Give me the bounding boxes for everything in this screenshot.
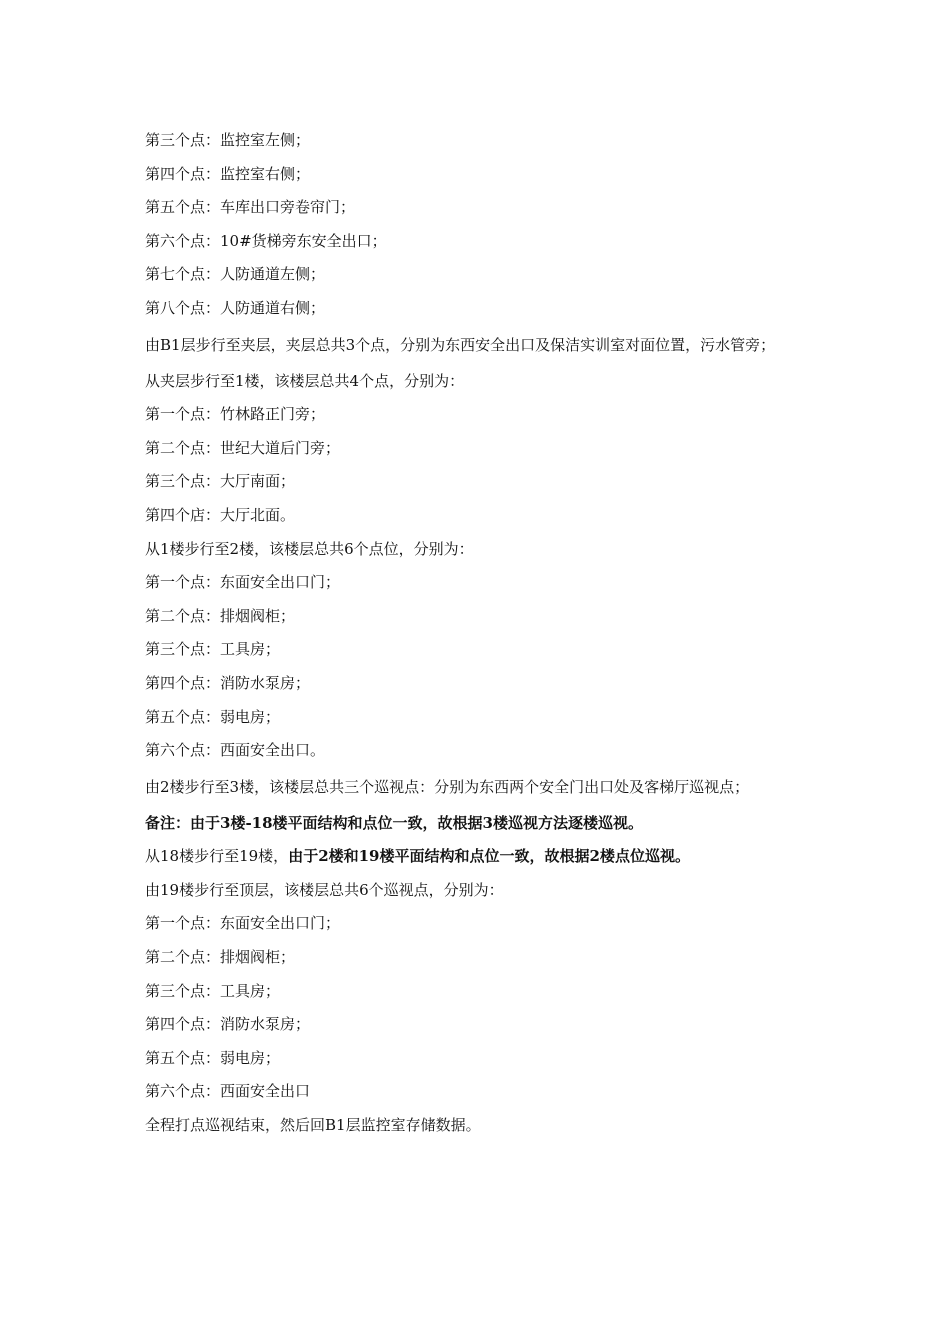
text-line: 第三个点：大厅南面； [145,472,296,491]
text-line: 从1楼步行至2楼，该楼层总共6个点位，分别为： [145,539,474,558]
text-line: 第三个点：工具房； [145,981,281,1000]
text-line: 第一个点：竹林路正门旁； [145,405,326,424]
text-line: 第六个点：西面安全出口。 [145,741,326,760]
text-line: 第三个点：监控室左侧； [145,131,311,149]
text-paragraph: 由B1层步行至夹层，夹层总共3个点，分别为东西安全出口及保洁实训室对面位置，污水管旁； [145,335,776,354]
text-line: 第四个点：消防水泵房； [145,1015,311,1034]
note-line: 备注：由于3楼-18楼平面结构和点位一致，故根据3楼巡视方法逐楼巡视。 [145,813,643,832]
text-line: 第五个点：车库出口旁卷帘门； [145,198,356,217]
text-line: 第一个点：东面安全出口门； [145,573,341,592]
text-span: 从18楼步行至19楼， [145,847,289,866]
document-body [145,124,810,1143]
text-line: 第三个点：工具房； [145,640,281,659]
text-line: 第七个点：人防通道左侧； [145,265,326,284]
text-paragraph: 由2楼步行至3楼，该楼层总共三个巡视点：分别为东西两个安全门出口处及客梯厅巡视点； [145,777,750,796]
text-line: 第六个点：西面安全出口 [145,1082,311,1101]
text-line: 第四个点：消防水泵房； [145,673,311,692]
text-line-mixed [145,840,810,874]
text-line: 全程打点巡视结束，然后回B1层监控室存储数据。 [145,1116,481,1135]
text-line: 第五个点：弱电房； [145,1048,281,1067]
text-line: 第四个点：监控室右侧； [145,164,311,183]
bold-text-span: 由于2楼和19楼平面结构和点位一致，故根据2楼点位巡视。 [288,847,690,866]
text-line: 第二个点：世纪大道后门旁； [145,438,341,457]
text-line: 第二个点：排烟阀柜； [145,948,296,967]
text-line: 第八个点：人防通道右侧； [145,298,326,317]
text-line: 第一个点：东面安全出口门； [145,914,341,933]
text-line: 第五个点：弱电房； [145,707,281,726]
text-line: 第二个点：排烟阀柜； [145,606,296,625]
text-line: 第四个店：大厅北面。 [145,505,296,524]
text-line: 第六个点：10#货梯旁东安全出口； [145,231,387,250]
text-line: 由19楼步行至顶层，该楼层总共6个巡视点，分别为： [145,880,504,899]
text-line: 从夹层步行至1楼，该楼层总共4个点，分别为： [145,371,465,390]
